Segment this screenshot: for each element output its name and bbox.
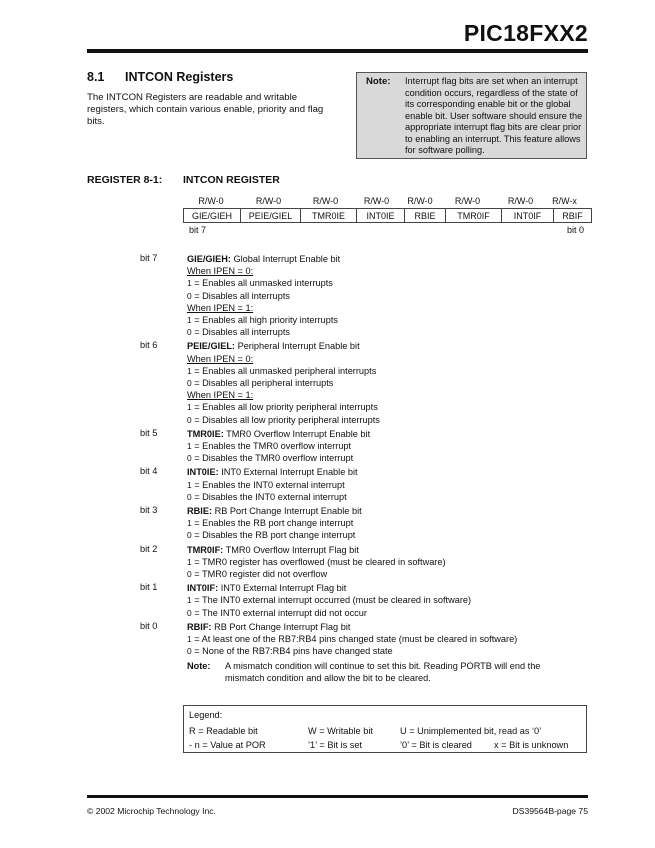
bit-value-meaning: = Disables the INT0 external interrupt (191, 491, 347, 502)
bit-value: 1 (187, 402, 192, 413)
bit-cell: TMR0IE (301, 209, 357, 223)
note-box (356, 72, 587, 159)
bit-number: bit 3 (140, 505, 158, 516)
register-label: REGISTER 8-1: (87, 174, 163, 186)
bit-note-label: Note: (187, 660, 211, 671)
bit-value: 0 (187, 453, 192, 464)
bit-description (140, 466, 590, 503)
bit-value-line (187, 517, 590, 529)
bit-value-meaning: = Disables all peripheral interrupts (191, 378, 334, 389)
bit-value: 0 (187, 646, 192, 657)
footer-page-number: DS39564B-page 75 (512, 806, 588, 816)
bit-value-meaning: = TMR0 register did not overflow (191, 569, 328, 580)
bit-number: bit 4 (140, 466, 158, 477)
bit-value: 0 (187, 607, 192, 618)
bit-value-line (187, 452, 590, 464)
bit-description (140, 621, 590, 658)
section-heading (87, 70, 233, 84)
bit-description (140, 253, 590, 338)
bit-value: 1 (187, 518, 192, 529)
bit-value: 1 (187, 634, 192, 645)
bit-name: TMR0IE: (187, 428, 224, 439)
bit-value: 0 (187, 290, 192, 301)
bit-number: bit 1 (140, 582, 158, 593)
bit-value-meaning: = Enables all unmasked interrupts (191, 278, 333, 289)
bit-value-meaning: = Enables the INT0 external interrupt (191, 479, 345, 490)
bit-number: bit 2 (140, 543, 158, 554)
bit-value-meaning: = The INT0 external interrupt occurred (must be cleared in software) (191, 595, 472, 606)
note-text: Interrupt flag bits are set when an interrupt condition occurs, regardless of the state of its corresponding enable bit or the global enable bit. User software should ensure the appropriate interrupt flag bits are clear prior to enabling an interrupt. This feature allows for software polling. (405, 76, 583, 155)
condition-label: When IPEN = 0: (187, 266, 254, 277)
bit-value-meaning: = Disables the RB port change interrupt (191, 530, 356, 541)
bit-value-meaning: = Enables all low priority peripheral interrupts (191, 402, 378, 413)
bit-value: 0 (187, 378, 192, 389)
bit-description-list (140, 253, 590, 684)
bit-value-line (187, 314, 590, 326)
bit-value: 1 (187, 315, 192, 326)
bit-note-text: A mismatch condition will continue to set this bit. Reading PORTB will end the mismatch condition and allow the bit to be cleared. (225, 660, 541, 683)
bit-name: RBIF: (187, 621, 212, 632)
access-cell: R/W-0 (507, 195, 534, 206)
legend-set: ’1’ = Bit is set (308, 740, 363, 750)
bit-cell: TMR0IF (446, 209, 502, 223)
bit-value-line (187, 529, 590, 541)
bit-value: 0 (187, 530, 192, 541)
legend-write: W = Writable bit (308, 726, 373, 736)
bit-value: 0 (187, 327, 192, 338)
bit-cell: RBIE (405, 209, 446, 223)
bit-cell: PEIE/GIEL (241, 209, 301, 223)
bit-value-meaning: = Disables all interrupts (191, 290, 290, 301)
bit-cell: GIE/GIEH (184, 209, 241, 223)
note-label: Note: (366, 76, 391, 87)
bit-description (140, 582, 590, 619)
access-cell: R/W-0 (198, 195, 224, 206)
bit-value-line (187, 568, 590, 580)
bit-cell: INT0IE (357, 209, 405, 223)
bit-summary: INT0 External Interrupt Flag bit (220, 583, 347, 594)
header-rule (87, 49, 588, 53)
bit-summary: RB Port Change Interrupt Enable bit (214, 506, 362, 517)
bit-note (140, 660, 590, 684)
bit-value-meaning: = None of the RB7:RB4 pins have changed state (191, 646, 393, 657)
bit-number: bit 5 (140, 427, 158, 438)
bit-number: bit 6 (140, 340, 158, 351)
bit-value-line (187, 290, 590, 302)
bit-value-meaning: = Enables all unmasked peripheral interrupts (191, 365, 377, 376)
bit-cell: RBIF (554, 209, 592, 223)
legend-title: Legend: (189, 710, 223, 720)
bit-value-meaning: = Enables the RB port change interrupt (191, 518, 354, 529)
condition-label: When IPEN = 0: (187, 353, 254, 364)
bit-name: RBIE: (187, 506, 213, 517)
footer-copyright: © 2002 Microchip Technology Inc. (87, 806, 216, 816)
bit-summary: TMR0 Overflow Interrupt Flag bit (225, 544, 359, 555)
legend-unknown: x = Bit is unknown (494, 740, 569, 750)
bit-number: bit 0 (140, 620, 158, 631)
bit-value: 1 (187, 278, 192, 289)
bit-summary: Peripheral Interrupt Enable bit (237, 341, 360, 352)
bit-field-row (183, 208, 592, 223)
bit-name: GIE/GIEH: (187, 254, 231, 264)
bit-number: bit 7 (140, 253, 158, 263)
bit-summary: RB Port Change Interrupt Flag bit (214, 621, 351, 632)
bit-value: 1 (187, 365, 192, 376)
condition-label: When IPEN = 1: (187, 390, 254, 401)
bit-cell: INT0IF (502, 209, 554, 223)
legend-por: - n = Value at POR (189, 740, 266, 750)
bit-value: 1 (187, 441, 192, 452)
bit-value: 0 (187, 569, 192, 580)
bit-value-line (187, 365, 590, 377)
access-cell: R/W-0 (407, 195, 433, 206)
bit-value-line (187, 440, 590, 452)
bit-value-meaning: = Disables all interrupts (191, 327, 290, 338)
legend-read: R = Readable bit (189, 726, 258, 736)
access-cell: R/W-x (552, 195, 577, 206)
section-intro: The INTCON Registers are readable and writable registers, which contain various enable, priority and flag bits. (87, 92, 324, 127)
bit-value-line (187, 377, 590, 389)
footer-rule (87, 795, 588, 798)
bit-value-meaning: = TMR0 register has overflowed (must be cleared in software) (191, 556, 446, 567)
bit-value-meaning: = Enables the TMR0 overflow interrupt (191, 441, 352, 452)
bit-value-meaning: = At least one of the RB7:RB4 pins changed state (must be cleared in software) (191, 634, 518, 645)
access-row (183, 194, 583, 207)
bit-value-line (187, 401, 590, 413)
bit-name: TMR0IF: (187, 544, 224, 555)
bit-summary: INT0 External Interrupt Enable bit (221, 467, 358, 478)
bit-value-line (187, 633, 590, 645)
bit-value-line (187, 414, 590, 426)
legend-unimplemented: U = Unimplemented bit, read as ‘0’ (400, 726, 542, 736)
bit-description (140, 544, 590, 581)
bit-name: INT0IE: (187, 467, 219, 478)
bit-value-line (187, 277, 590, 289)
bit-value-line (187, 645, 590, 657)
access-cell: R/W-0 (255, 195, 282, 206)
register-name: INTCON REGISTER (183, 174, 280, 186)
bit-value-meaning: = Enables all high priority interrupts (191, 315, 338, 326)
access-cell: R/W-0 (454, 195, 481, 206)
lsb-label: bit 0 (566, 225, 584, 235)
bit-value: 1 (187, 595, 192, 606)
bit-value: 1 (187, 556, 192, 567)
bit-description (140, 428, 590, 465)
bit-value-line (187, 479, 590, 491)
access-cell: R/W-0 (363, 195, 390, 206)
bit-name: PEIE/GIEL: (187, 341, 235, 352)
access-cell: R/W-0 (312, 195, 339, 206)
bit-value-line (187, 594, 590, 606)
page-title: PIC18FXX2 (463, 20, 588, 46)
bit-description (140, 505, 590, 542)
bit-value-line (187, 491, 590, 503)
bit-value-line (187, 607, 590, 619)
bit-value: 0 (187, 491, 192, 502)
bit-value-meaning: = Disables the TMR0 overflow interrupt (191, 453, 354, 464)
legend-box (183, 705, 587, 753)
bit-description (140, 340, 590, 425)
bit-value-meaning: = The INT0 external interrupt did not occur (191, 607, 367, 618)
bit-summary: TMR0 Overflow Interrupt Enable bit (226, 428, 371, 439)
section-title: INTCON Registers (125, 70, 234, 84)
bit-value: 0 (187, 414, 192, 425)
bit-value-line (187, 326, 590, 338)
bit-name: INT0IF: (187, 583, 219, 594)
bit-value-meaning: = Disables all low priority peripheral interrupts (191, 414, 380, 425)
section-number: 8.1 (87, 70, 105, 84)
legend-cleared: ’0’ = Bit is cleared (400, 740, 472, 750)
bit-summary: Global Interrupt Enable bit (233, 254, 341, 264)
bit-value-line (187, 556, 590, 568)
bit-value: 1 (187, 479, 192, 490)
msb-label: bit 7 (189, 225, 207, 235)
condition-label: When IPEN = 1: (187, 302, 254, 313)
